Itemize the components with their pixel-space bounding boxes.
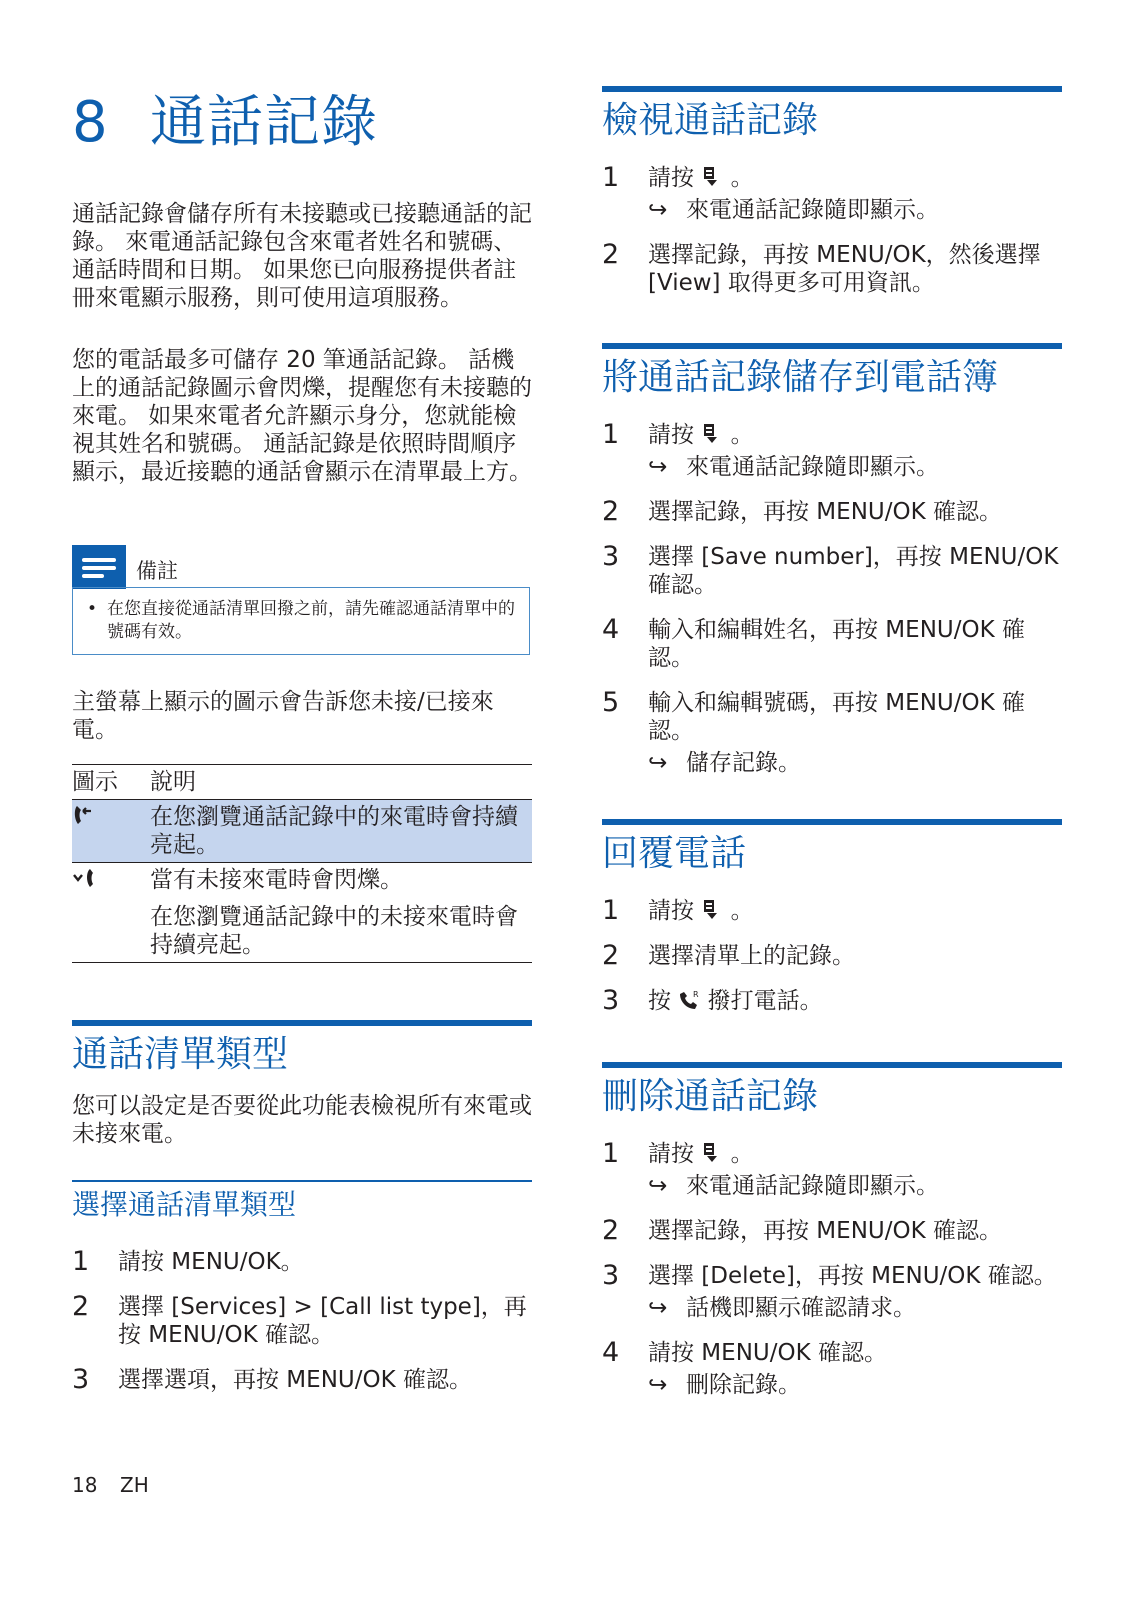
- step-result: [648, 1294, 1062, 1322]
- result-arrow-icon: ↪: [648, 454, 668, 480]
- call-log-key-icon: [701, 166, 723, 188]
- save-steps: [602, 421, 1062, 794]
- table-row: [72, 800, 532, 863]
- list-item: [602, 164, 1062, 224]
- result-arrow-icon: ↪: [648, 197, 668, 223]
- step-number: 1: [602, 162, 620, 193]
- result-text: 來電通話記錄隨即顯示。: [686, 1173, 939, 1199]
- missed-call-icon: [72, 863, 150, 901]
- step-text-post: 撥打電話。: [707, 988, 823, 1014]
- list-item: [602, 616, 1062, 672]
- table-cell-desc: 在您瀏覽通話記錄中的來電時會持續亮起。: [150, 804, 518, 858]
- step-text: 選擇選項，再按 MENU/OK 確認。: [118, 1367, 472, 1393]
- result-text: 刪除記錄。: [686, 1372, 801, 1398]
- table-cell-icon-empty: [72, 900, 150, 963]
- call-log-key-icon: [701, 423, 723, 445]
- result-text: 儲存記錄。: [686, 750, 801, 776]
- table-cell-desc: 當有未接來電時會閃爍。: [150, 867, 403, 893]
- step-text-pre: 請按: [648, 165, 694, 191]
- list-item: [602, 1339, 1062, 1399]
- section-heading-list-type: 通話清單類型: [72, 1020, 532, 1078]
- step-number: 3: [602, 1260, 620, 1291]
- step-number: 3: [72, 1364, 90, 1395]
- step-result: [648, 749, 1062, 777]
- step-number: 2: [72, 1291, 90, 1322]
- list-item: [72, 1293, 532, 1349]
- step-text-pre: 按: [648, 988, 671, 1014]
- note-header: [72, 545, 532, 589]
- step-number: 3: [602, 541, 620, 572]
- list-type-body: 您可以設定是否要從此功能表檢視所有來電或未接來電。: [72, 1093, 532, 1147]
- icon-column-header: 圖示: [72, 769, 118, 795]
- list-item: [602, 689, 1062, 777]
- list-item: [602, 987, 1062, 1015]
- step-result: [648, 1371, 1062, 1399]
- page-number: 18: [72, 1473, 98, 1497]
- note-text: 在您直接從通話清單回撥之前，請先確認通話清單中的號碼有效。: [107, 599, 515, 642]
- step-text: 選擇記錄，再按 MENU/OK，然後選擇 [View] 取得更多可用資訊。: [648, 242, 1041, 296]
- incoming-call-icon: [72, 800, 150, 863]
- step-number: 3: [602, 985, 620, 1016]
- step-text: 選擇記錄，再按 MENU/OK 確認。: [648, 1218, 1002, 1244]
- talk-key-icon: [678, 989, 700, 1011]
- step-text: 選擇 [Save number]，再按 MENU/OK 確認。: [648, 544, 1059, 598]
- step-result: [648, 453, 1062, 481]
- note-bullet: •: [87, 599, 98, 619]
- list-item: [602, 543, 1062, 599]
- select-type-steps: [72, 1248, 532, 1411]
- step-number: 1: [602, 419, 620, 450]
- section-heading-save: 將通話記錄儲存到電話簿: [602, 343, 1062, 401]
- step-text: 選擇 [Delete]，再按 MENU/OK 確認。: [648, 1263, 1057, 1289]
- step-number: 1: [602, 895, 620, 926]
- result-arrow-icon: ↪: [648, 1173, 668, 1199]
- list-item: [72, 1248, 532, 1276]
- step-text: 輸入和編輯號碼，再按 MENU/OK 確認。: [648, 690, 1025, 744]
- list-item: [602, 1140, 1062, 1200]
- call-log-key-icon: [701, 1142, 723, 1164]
- step-text: 選擇記錄，再按 MENU/OK 確認。: [648, 499, 1002, 525]
- step-text: 輸入和編輯姓名，再按 MENU/OK 確認。: [648, 617, 1025, 671]
- call-log-key-icon: [701, 899, 723, 921]
- result-arrow-icon: ↪: [648, 1295, 668, 1321]
- result-text: 話機即顯示確認請求。: [686, 1295, 916, 1321]
- result-arrow-icon: ↪: [648, 750, 668, 776]
- view-steps: [602, 164, 1062, 314]
- step-number: 2: [602, 239, 620, 270]
- step-number: 5: [602, 687, 620, 718]
- list-item: [602, 421, 1062, 481]
- note-icon: [72, 545, 126, 589]
- step-number: 4: [602, 614, 620, 645]
- icons-intro: 主螢幕上顯示的圖示會告訴您未接/已接來電。: [72, 689, 494, 743]
- step-text: 選擇清單上的記錄。: [648, 943, 855, 969]
- intro-paragraph-1: 通話記錄會儲存所有未接聽或已接聽通話的記錄。 來電通話記錄包含來電者姓名和號碼、通話時間和日期。 如果您已向服務提供者註冊來電顯示服務，則可使用這項服務。: [72, 201, 532, 311]
- step-number: 2: [602, 496, 620, 527]
- return-steps: [602, 897, 1062, 1032]
- table-row: [72, 863, 532, 901]
- result-text: 來電通話記錄隨即顯示。: [686, 197, 939, 223]
- note-box: [72, 587, 530, 655]
- intro-paragraph-2: 您的電話最多可儲存 20 筆通話記錄。 話機上的通話記錄圖示會閃爍，提醒您有未接聽的來電。 如果來電者允許顯示身分，您就能檢視其姓名和號碼。 通話記錄是依照時間順序顯示，最近接聽的通話會顯示在清單最上方。: [72, 347, 532, 485]
- list-item: [602, 897, 1062, 925]
- step-number: 1: [602, 1138, 620, 1169]
- step-number: 4: [602, 1337, 620, 1368]
- step-number: 1: [72, 1246, 90, 1277]
- table-row: [72, 900, 532, 963]
- step-text-pre: 請按: [648, 422, 694, 448]
- section-heading-select-type: 選擇通話清單類型: [72, 1180, 532, 1224]
- list-item: [72, 1366, 532, 1394]
- list-item: [602, 942, 1062, 970]
- step-number: 2: [602, 1215, 620, 1246]
- section-heading-delete: 刪除通話記錄: [602, 1062, 1062, 1120]
- delete-steps: [602, 1140, 1062, 1416]
- chapter-title: [72, 78, 378, 158]
- chapter-number: 8: [72, 90, 109, 155]
- list-item: [602, 1217, 1062, 1245]
- description-column-header: 說明: [150, 769, 196, 795]
- step-number: 2: [602, 940, 620, 971]
- section-heading-view: 檢視通話記錄: [602, 86, 1062, 144]
- step-text-post: 。: [730, 898, 754, 924]
- result-text: 來電通話記錄隨即顯示。: [686, 454, 939, 480]
- section-heading-return: 回覆電話: [602, 819, 1062, 877]
- list-item: [602, 498, 1062, 526]
- result-arrow-icon: ↪: [648, 1372, 668, 1398]
- language-code: ZH: [120, 1473, 149, 1497]
- svg-text:R: R: [693, 990, 699, 999]
- icon-table-header: [72, 765, 532, 800]
- step-text-post: 。: [730, 1141, 754, 1167]
- chapter-title-text: 通話記錄: [150, 90, 378, 155]
- list-item: [602, 1262, 1062, 1322]
- step-text: 請按 MENU/OK 確認。: [648, 1340, 887, 1366]
- list-item: [602, 241, 1062, 297]
- note-label: 備註: [136, 559, 178, 583]
- step-text: 請按 MENU/OK。: [118, 1249, 304, 1275]
- step-text-post: 。: [730, 422, 754, 448]
- page-footer: [72, 1473, 149, 1497]
- step-text: 選擇 [Services] > [Call list type]，再按 MENU/OK 確認。: [118, 1294, 527, 1348]
- step-text-pre: 請按: [648, 898, 694, 924]
- step-text-pre: 請按: [648, 1141, 694, 1167]
- step-result: [648, 196, 1062, 224]
- step-result: [648, 1172, 1062, 1200]
- icon-table: [72, 764, 532, 963]
- step-text-post: 。: [730, 165, 754, 191]
- table-cell-desc: 在您瀏覽通話記錄中的未接來電時會持續亮起。: [150, 904, 518, 958]
